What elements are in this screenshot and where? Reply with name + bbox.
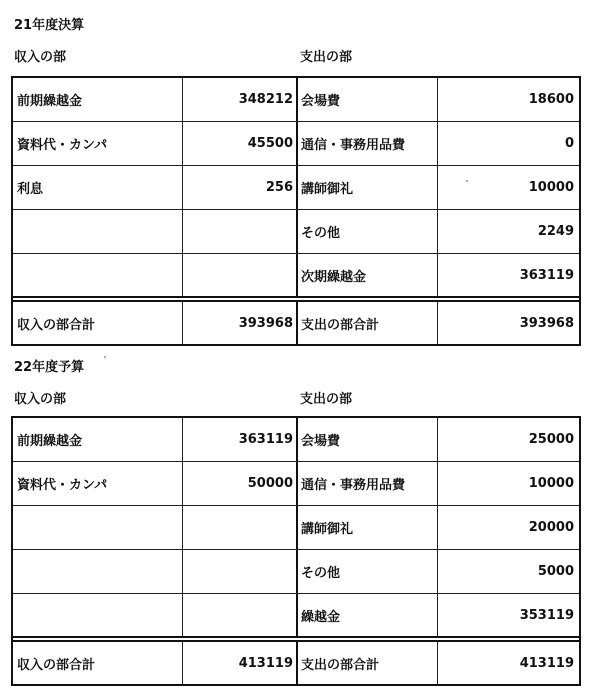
- ledger-row: [13, 210, 579, 254]
- income-label: [13, 210, 183, 253]
- ledger-row: [13, 122, 579, 166]
- income-amount: 363119: [183, 418, 298, 461]
- expense-total-label: 支出の部合計: [298, 302, 438, 344]
- expense-total-label: 支出の部合計: [298, 642, 438, 684]
- total-row: [13, 642, 579, 686]
- income-label: 資料代・カンパ: [13, 462, 183, 505]
- income-amount: 45500: [183, 122, 298, 165]
- income-total-amount: 413119: [183, 642, 298, 684]
- expense-label: 繰越金: [298, 594, 438, 636]
- expense-label: その他: [298, 210, 438, 253]
- expense-amount: 5000: [537, 564, 574, 579]
- expense-header: 支出の部: [300, 392, 353, 407]
- expense-amount: 2249: [537, 224, 574, 239]
- income-amount: 256: [183, 166, 298, 209]
- expense-label: 講師御礼: [298, 166, 438, 209]
- ledger-row: [13, 506, 579, 550]
- income-amount: [183, 594, 298, 636]
- budget-ledger-table: [11, 416, 581, 686]
- income-header: 収入の部: [14, 50, 67, 65]
- income-amount: [183, 254, 298, 296]
- income-label: 前期繰越金: [13, 78, 183, 121]
- ledger-row: [13, 78, 579, 122]
- expense-label: 次期繰越金: [298, 254, 438, 296]
- income-total-label: 収入の部合計: [13, 302, 183, 344]
- income-amount: 50000: [183, 462, 298, 505]
- expense-label: 講師御礼: [298, 506, 438, 549]
- ledger-row: [13, 550, 579, 594]
- income-label: [13, 594, 183, 636]
- expense-amount: 0: [564, 136, 574, 151]
- income-amount: [183, 210, 298, 253]
- income-label: [13, 506, 183, 549]
- income-label: [13, 254, 183, 296]
- income-header: 収入の部: [14, 392, 67, 407]
- ledger-row: [13, 418, 579, 462]
- income-total-amount: 393968: [183, 302, 298, 344]
- expense-label: 通信・事務用品費: [298, 122, 438, 165]
- section-title: 22年度予算: [14, 360, 85, 375]
- expense-total-amount: 393968: [519, 315, 574, 331]
- income-label: 利息: [13, 166, 183, 209]
- income-label: 前期繰越金: [13, 418, 183, 461]
- expense-total-amount: 413119: [519, 655, 574, 671]
- total-row: [13, 302, 579, 346]
- expense-label: 通信・事務用品費: [298, 462, 438, 505]
- income-amount: [183, 506, 298, 549]
- expense-amount: 10000: [528, 476, 574, 491]
- expense-label: その他: [298, 550, 438, 593]
- expense-amount: 363119: [519, 267, 574, 283]
- expense-label: 会場費: [298, 418, 438, 461]
- expense-amount: 20000: [528, 520, 574, 535]
- expense-label: 会場費: [298, 78, 438, 121]
- settlement-ledger-table: [11, 76, 581, 346]
- expense-amount: 25000: [528, 432, 574, 447]
- expense-amount: 18600: [528, 92, 574, 107]
- ledger-row: [13, 594, 579, 638]
- income-label: 資料代・カンパ: [13, 122, 183, 165]
- income-amount: [183, 550, 298, 593]
- expense-amount: 10000: [528, 180, 574, 195]
- ledger-row: [13, 462, 579, 506]
- scan-speck: [466, 180, 468, 182]
- income-amount: 348212: [183, 78, 298, 121]
- expense-header: 支出の部: [300, 50, 353, 65]
- ledger-row: [13, 166, 579, 210]
- expense-amount: 353119: [519, 607, 574, 623]
- scan-speck: [104, 356, 106, 358]
- income-total-label: 収入の部合計: [13, 642, 183, 684]
- ledger-row: [13, 254, 579, 298]
- income-label: [13, 550, 183, 593]
- section-title: 21年度決算: [14, 18, 85, 33]
